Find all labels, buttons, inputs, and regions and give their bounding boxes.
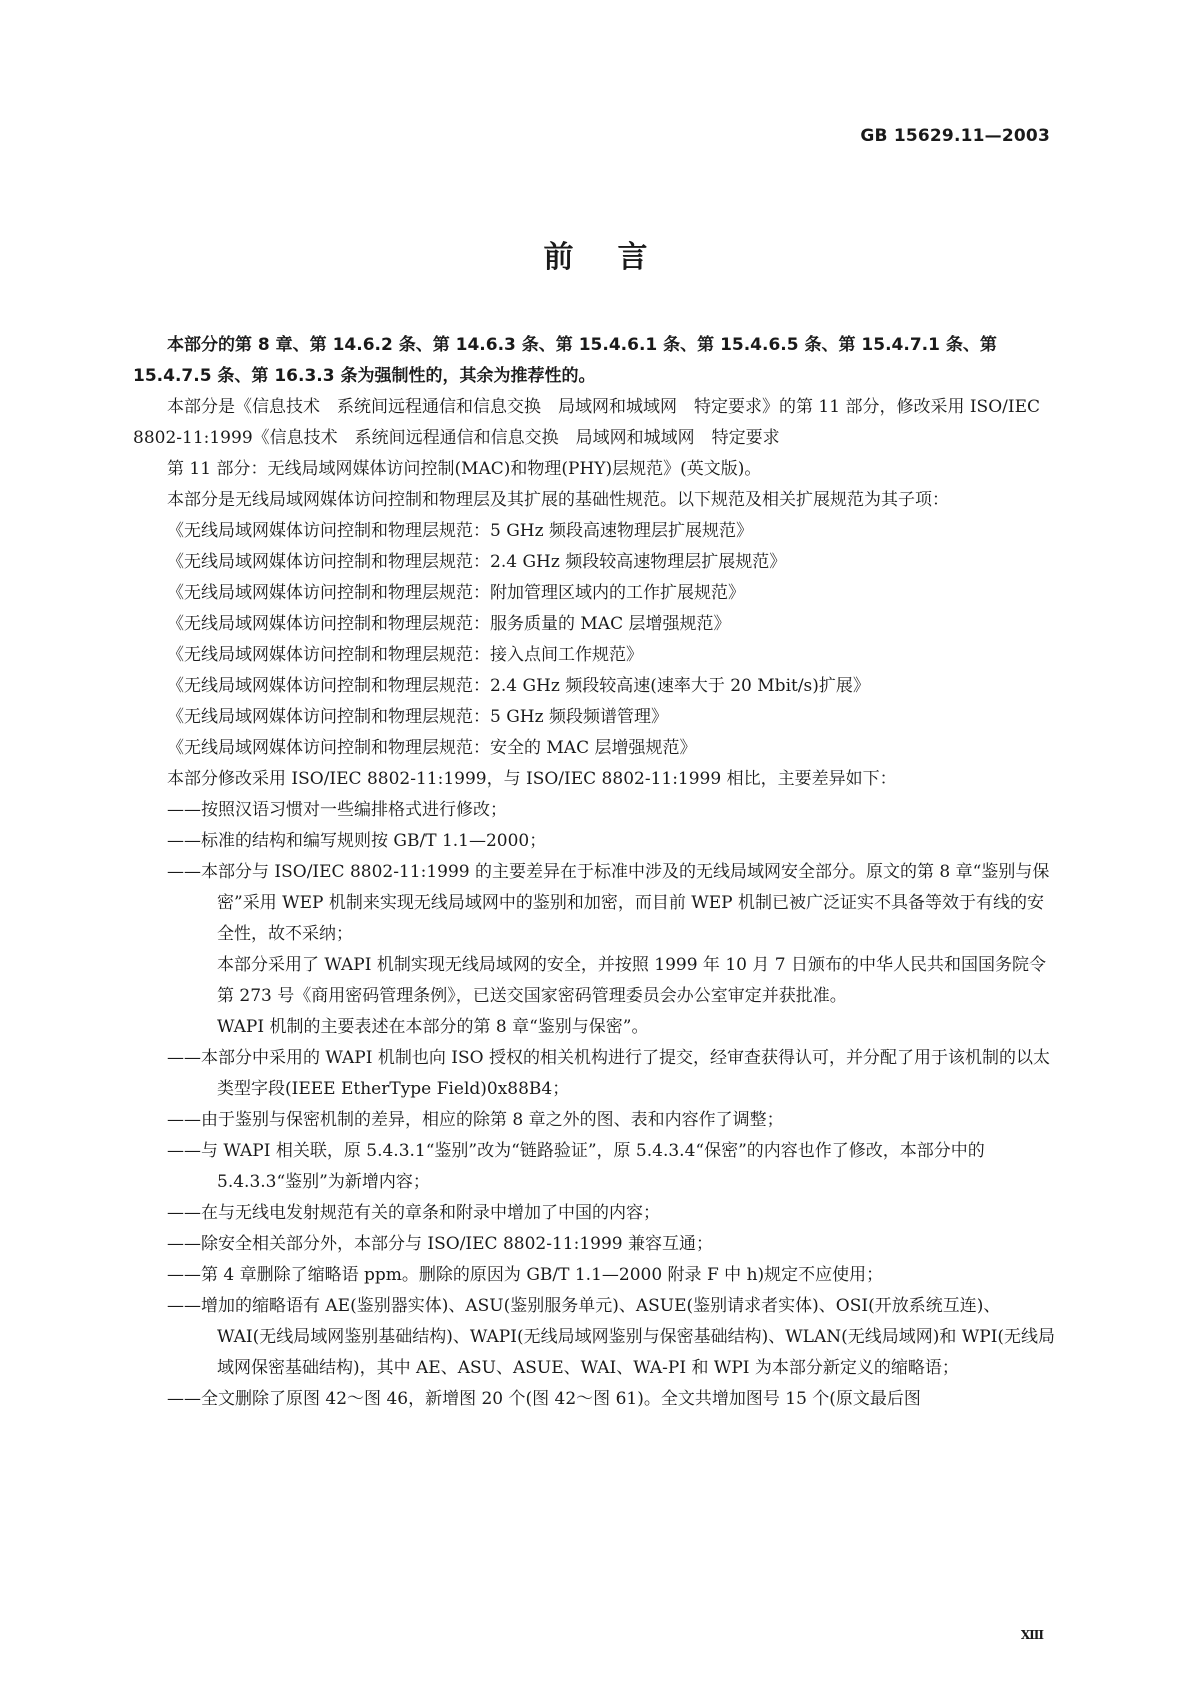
difference-item: ——增加的缩略语有 AE(鉴别器实体)、ASU(鉴别服务单元)、ASUE(鉴别请求者实体)、OSI(开放系统互连)、WAI(无线局域网鉴别基础结构)、WAPI(无线局域网鉴别与保密基础结构)、WLAN(无线局域网)和 WPI(无线局域网保密基础结构)，其中 AE、ASU、ASUE、WAI、WA-PI 和 WPI 为本部分新定义的缩略语； <box>167 1296 1056 1378</box>
adoption-paragraph-continued: 第 11 部分：无线局域网媒体访问控制(MAC)和物理(PHY)层规范》(英文版)。 <box>167 459 762 479</box>
difference-item: ——第 4 章删除了缩略语 ppm。删除的原因为 GB/T 1.1—2000 附录 F 中 h)规定不应使用； <box>167 1265 884 1285</box>
difference-item: ——与 WAPI 相关联，原 5.4.3.1“鉴别”改为“链路验证”，原 5.4.3.4“保密”的内容也作了修改，本部分中的 5.4.3.3“鉴别”为新增内容； <box>167 1141 985 1192</box>
mandatory-clause-paragraph: 本部分的第 8 章、第 14.6.2 条、第 14.6.3 条、第 15.4.6.1 条、第 15.4.6.5 条、第 15.4.7.1 条、第 15.4.7.5 条、第 16.3.3 条为强制性的，其余为推荐性的。 <box>133 335 997 386</box>
sub-spec-item: 《无线局域网媒体访问控制和物理层规范：附加管理区域内的工作扩展规范》 <box>167 583 745 603</box>
page-title: 前言 <box>543 240 692 275</box>
document-body <box>133 330 1058 1415</box>
page-number: XIII <box>1020 1628 1043 1642</box>
difference-item: ——在与无线电发射规范有关的章条和附录中增加了中国的内容； <box>167 1203 660 1223</box>
difference-item: ——全文删除了原图 42～图 46，新增图 20 个(图 42～图 61)。全文共增加图号 15 个(原文最后图 <box>167 1389 921 1409</box>
sub-spec-item: 《无线局域网媒体访问控制和物理层规范：5 GHz 频段频谱管理》 <box>167 707 668 727</box>
sub-spec-item: 《无线局域网媒体访问控制和物理层规范：2.4 GHz 频段较高速(速率大于 20 Mbit/s)扩展》 <box>167 676 870 696</box>
difference-item: ——除安全相关部分外，本部分与 ISO/IEC 8802-11:1999 兼容互通； <box>167 1234 713 1254</box>
wapi-approval-note: 本部分采用了 WAPI 机制实现无线局域网的安全，并按照 1999 年 10 月 7 日颁布的中华人民共和国国务院令第 273 号《商用密码管理条例》，已送交国家密码管理委员会办公室审定并获批准。 <box>217 955 1046 1006</box>
sub-spec-item: 《无线局域网媒体访问控制和物理层规范：安全的 MAC 层增强规范》 <box>167 738 697 758</box>
adoption-paragraph: 本部分是《信息技术 系统间远程通信和信息交换 局域网和城域网 特定要求》的第 11 部分，修改采用 ISO/IEC 8802-11:1999《信息技术 系统间远程通信和信息交换 局域网和城域网 特定要求 <box>133 397 1040 448</box>
scope-paragraph: 本部分是无线局域网媒体访问控制和物理层及其扩展的基础性规范。以下规范及相关扩展规范为其子项： <box>167 490 949 510</box>
sub-spec-item: 《无线局域网媒体访问控制和物理层规范：服务质量的 MAC 层增强规范》 <box>167 614 731 634</box>
wapi-chapter-note: WAPI 机制的主要表述在本部分的第 8 章“鉴别与保密”。 <box>217 1017 649 1037</box>
difference-item: ——按照汉语习惯对一些编排格式进行修改； <box>167 800 507 820</box>
sub-spec-item: 《无线局域网媒体访问控制和物理层规范：接入点间工作规范》 <box>167 645 643 665</box>
sub-spec-item: 《无线局域网媒体访问控制和物理层规范：5 GHz 频段高速物理层扩展规范》 <box>167 521 753 541</box>
difference-item: ——本部分与 ISO/IEC 8802-11:1999 的主要差异在于标准中涉及的无线局域网安全部分。原文的第 8 章“鉴别与保密”采用 WEP 机制来实现无线局域网中的鉴别和加密，而目前 WEP 机制已被广泛证实不具备等效于有线的安全性，故不采纳； <box>167 862 1050 944</box>
standard-code: GB 15629.11—2003 <box>860 126 1050 146</box>
sub-spec-item: 《无线局域网媒体访问控制和物理层规范：2.4 GHz 频段较高速物理层扩展规范》 <box>167 552 787 572</box>
differences-intro: 本部分修改采用 ISO/IEC 8802-11:1999，与 ISO/IEC 8802-11:1999 相比，主要差异如下： <box>167 769 897 789</box>
difference-item: ——由于鉴别与保密机制的差异，相应的除第 8 章之外的图、表和内容作了调整； <box>167 1110 784 1130</box>
difference-item: ——本部分中采用的 WAPI 机制也向 ISO 授权的相关机构进行了提交，经审查获得认可，并分配了用于该机制的以太类型字段(IEEE EtherType Field)0x88B4； <box>167 1048 1050 1099</box>
difference-item: ——标准的结构和编写规则按 GB/T 1.1—2000； <box>167 831 547 851</box>
